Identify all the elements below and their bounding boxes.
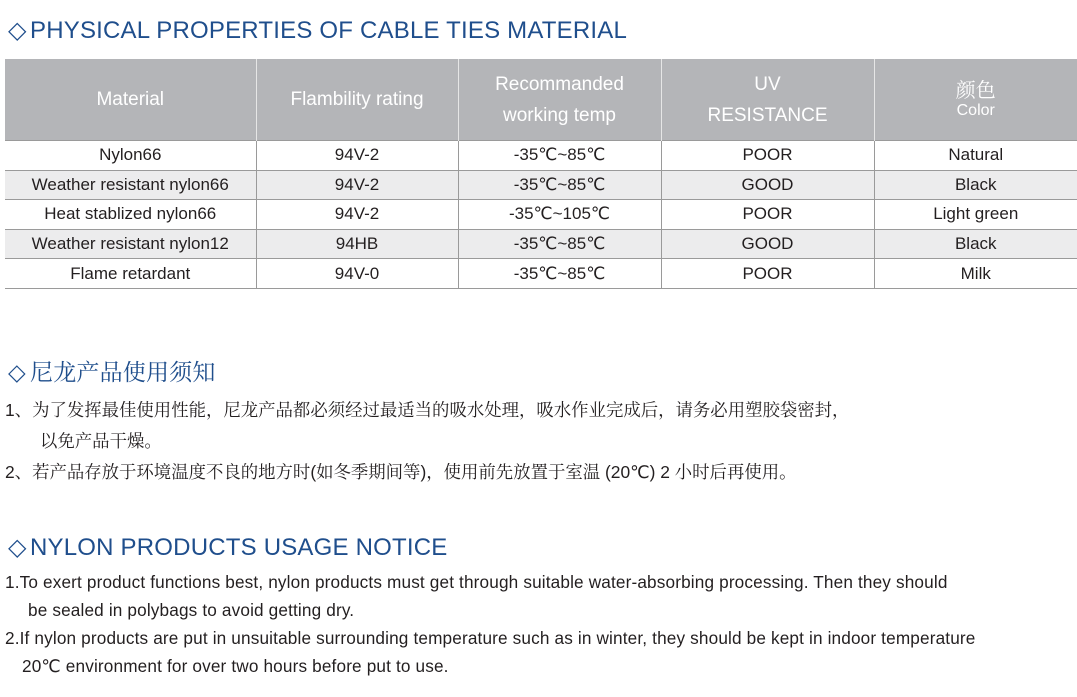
en-section-title <box>8 533 447 562</box>
header-uv-resistance <box>661 59 874 141</box>
cell-rating: 94V-2 <box>256 200 458 230</box>
header-color <box>874 59 1077 141</box>
header-uv-line2: RESISTANCE <box>707 104 828 126</box>
header-temp-line1: Recommanded <box>495 73 624 95</box>
cell-color: Black <box>874 170 1077 200</box>
en-notice-item1-line1: 1.To exert product functions best, nylon products must get through suitable water-absorbing processing. Then they should <box>5 572 948 592</box>
properties-table <box>5 59 1077 289</box>
cell-color: Natural <box>874 141 1077 171</box>
table-title-text: PHYSICAL PROPERTIES OF CABLE TIES MATERIAL <box>30 17 628 44</box>
diamond-icon: ◇ <box>8 359 26 385</box>
cell-rating: 94V-2 <box>256 170 458 200</box>
cn-section-title <box>8 354 216 387</box>
table-row <box>5 229 1077 259</box>
cell-temp: -35℃~85℃ <box>458 141 661 171</box>
cn-notice-item1-line1: 1、为了发挥最佳使用性能，尼龙产品都必须经过最适当的吸水处理，吸水作业完成后，请务必用塑胶袋密封， <box>5 400 850 420</box>
header-temp-line2: working temp <box>503 104 616 126</box>
en-notice-item2-line2: 20℃ environment for over two hours before put to use. <box>22 656 449 676</box>
cell-temp: -35℃~105℃ <box>458 200 661 230</box>
cell-material: Weather resistant nylon66 <box>5 170 256 200</box>
header-color-en: Color <box>956 101 995 119</box>
table-row <box>5 259 1077 289</box>
cell-material: Weather resistant nylon12 <box>5 229 256 259</box>
en-notice-item1-line2: be sealed in polybags to avoid getting dry. <box>28 600 355 620</box>
cell-material: Flame retardant <box>5 259 256 289</box>
cell-material: Nylon66 <box>5 141 256 171</box>
table-row <box>5 170 1077 200</box>
en-title-text: NYLON PRODUCTS USAGE NOTICE <box>30 534 448 561</box>
cell-temp: -35℃~85℃ <box>458 170 661 200</box>
cell-uv: POOR <box>661 259 874 289</box>
header-working-temp <box>458 59 661 141</box>
table-section-title <box>8 16 627 45</box>
cell-rating: 94V-2 <box>256 141 458 171</box>
cell-material: Heat stablized nylon66 <box>5 200 256 230</box>
cell-uv: POOR <box>661 141 874 171</box>
table-row <box>5 200 1077 230</box>
cell-uv: POOR <box>661 200 874 230</box>
cell-temp: -35℃~85℃ <box>458 229 661 259</box>
cell-color: Black <box>874 229 1077 259</box>
en-notice-item2-line1: 2.If nylon products are put in unsuitable surrounding temperature such as in winter, they should be kept in indoor temperature <box>5 628 976 648</box>
cell-rating: 94V-0 <box>256 259 458 289</box>
cell-rating: 94HB <box>256 229 458 259</box>
cell-uv: GOOD <box>661 170 874 200</box>
header-material: Material <box>5 59 256 141</box>
cell-uv: GOOD <box>661 229 874 259</box>
cell-color: Light green <box>874 200 1077 230</box>
cn-notice-item2-line1: 2、若产品存放于环境温度不良的地方时(如冬季期间等)，使用前先放置于室温 (20℃) 2 小时后再使用。 <box>5 462 797 482</box>
cn-notice-item1-line2: 以免产品干燥。 <box>40 431 162 451</box>
header-uv-line1: UV <box>754 73 781 95</box>
table-row <box>5 141 1077 171</box>
header-flammability: Flambility rating <box>256 59 458 141</box>
header-color-cn: 颜色 <box>955 79 996 102</box>
cell-color: Milk <box>874 259 1077 289</box>
cell-temp: -35℃~85℃ <box>458 259 661 289</box>
diamond-icon: ◇ <box>8 17 27 44</box>
diamond-icon: ◇ <box>8 534 27 561</box>
table-header-row <box>5 59 1077 141</box>
cn-title-text: 尼龙产品使用须知 <box>30 359 216 385</box>
